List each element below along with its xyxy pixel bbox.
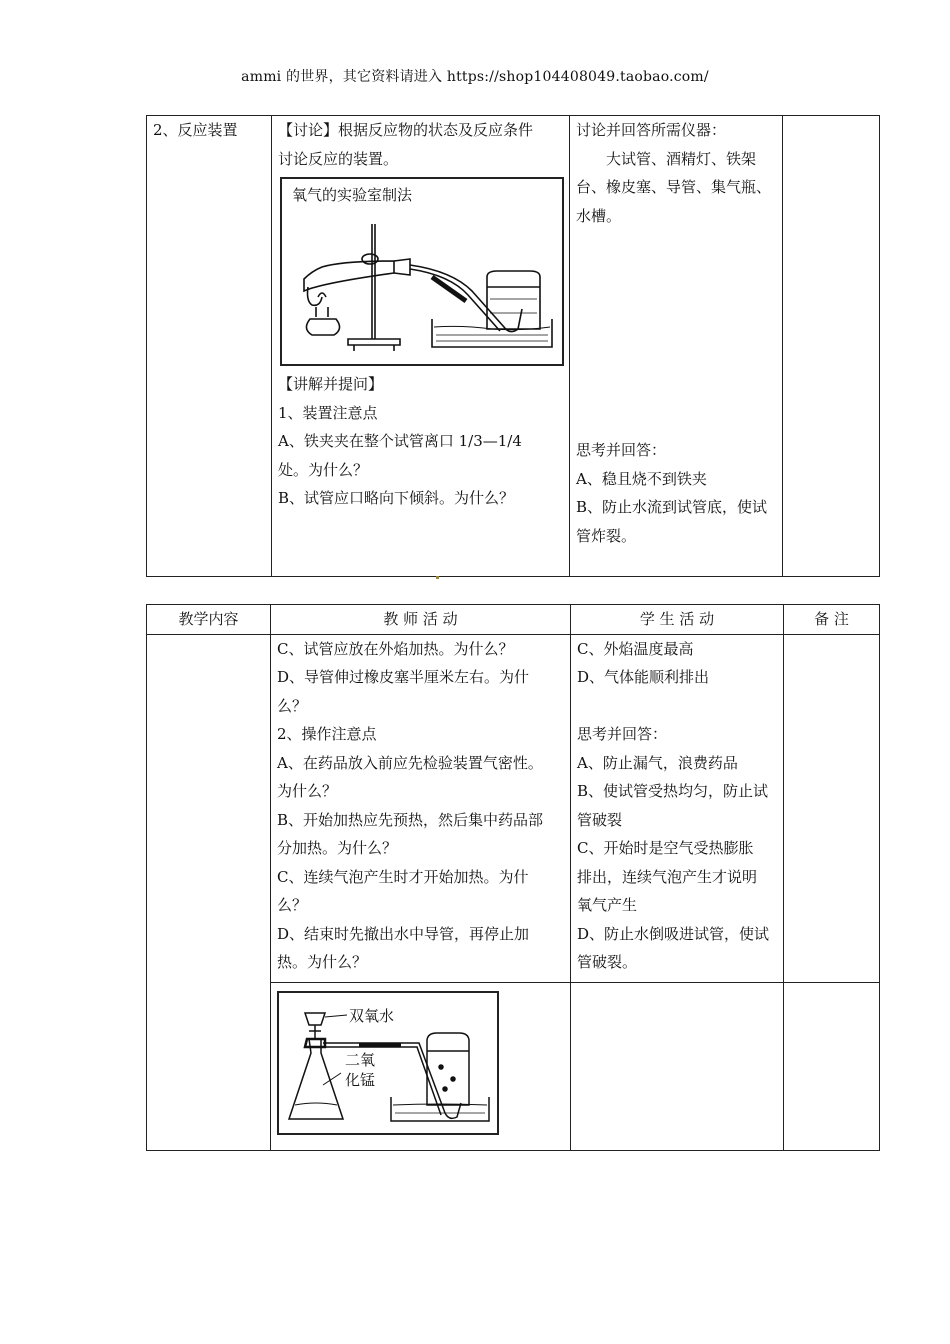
student-line: 管破裂。 — [577, 953, 638, 971]
teacher-line: 讨论反应的装置。 — [278, 149, 399, 168]
teacher-line: 么？ — [277, 896, 308, 914]
label-manganese-dioxide-1: 二氧 — [345, 1051, 376, 1069]
student-line: 排出，连续气泡产生才说明 — [577, 867, 758, 886]
student-line: 大试管、酒精灯、铁架 — [606, 149, 757, 168]
teacher-line: 么？ — [277, 696, 308, 715]
student-line: B、使试管受热均匀，防止试 — [577, 782, 769, 800]
student-activity-cell — [571, 634, 784, 982]
student-line: C、外焰温度最高 — [577, 639, 694, 658]
figure-caption: 氧气的实验室制法 — [292, 186, 413, 204]
student-line: 管炸裂。 — [576, 526, 637, 545]
student-line: D、气体能顺利排出 — [577, 668, 710, 686]
student-line: 管破裂 — [577, 810, 623, 829]
header-content: 教学内容 — [147, 605, 271, 635]
student-line: 台、橡皮塞、导管、集气瓶、 — [576, 178, 772, 196]
teacher-line: A、在药品放入前应先检验装置气密性。 — [277, 753, 543, 772]
student-line: A、稳且烧不到铁夹 — [576, 469, 707, 488]
student-line: B、防止水流到试管底，使试 — [576, 498, 768, 516]
flask-apparatus-drawing — [279, 993, 497, 1133]
student-line: 氧气产生 — [577, 896, 638, 914]
student-line: C、开始时是空气受热膨胀 — [577, 839, 754, 857]
teacher-line: 为什么？ — [277, 782, 338, 800]
note-cell — [783, 116, 880, 577]
lesson-table-2 — [146, 604, 880, 1151]
content-cell — [147, 116, 272, 577]
student-line: 讨论并回答所需仪器： — [576, 121, 727, 139]
teacher-line: 【讨论】根据反应物的状态及反应条件 — [278, 121, 534, 139]
student-activity-cell-empty — [571, 982, 784, 1150]
oxygen-lab-apparatus-figure — [280, 177, 564, 366]
student-line: A、防止漏气，浪费药品 — [577, 753, 738, 772]
teacher-line: 1、装置注意点 — [278, 403, 378, 422]
header-note: 备 注 — [784, 605, 880, 635]
content-label: 2、反应装置 — [153, 121, 238, 139]
note-cell-empty — [784, 982, 880, 1150]
note-cell — [784, 634, 880, 982]
teacher-line: B、试管应口略向下倾斜。为什么？ — [278, 489, 515, 507]
teacher-figure-cell — [271, 982, 571, 1150]
header-teacher: 教 师 活 动 — [271, 605, 571, 635]
content-cell — [147, 634, 271, 1150]
page-header: ammi 的世界，其它资料请进入 https://shop104408049.taobao.com/ — [241, 69, 709, 85]
teacher-line: 热。为什么？ — [277, 953, 368, 971]
teacher-line: 分加热。为什么？ — [277, 839, 398, 857]
heating-apparatus-drawing — [282, 179, 562, 364]
student-line: 水槽。 — [576, 206, 622, 225]
teacher-line: A、铁夹夹在整个试管离口 1/3—1/4 — [278, 432, 522, 450]
header-student: 学 生 活 动 — [571, 605, 784, 635]
teacher-line: 处。为什么？ — [278, 460, 369, 479]
teacher-line: C、连续气泡产生时才开始加热。为什 — [277, 867, 529, 886]
student-line: 思考并回答： — [577, 725, 668, 743]
teacher-activity-cell — [272, 116, 570, 577]
teacher-activity-cell — [271, 634, 571, 982]
student-line: 思考并回答： — [576, 441, 667, 459]
stray-mark — [436, 576, 439, 579]
teacher-line: D、结束时先撤出水中导管，再停止加 — [277, 924, 530, 943]
hydrogen-peroxide-apparatus-figure — [277, 991, 499, 1135]
student-line: D、防止水倒吸进试管，使试 — [577, 924, 770, 943]
teacher-line: 【讲解并提问】 — [278, 375, 384, 393]
label-hydrogen-peroxide: 双氧水 — [349, 1007, 395, 1025]
label-manganese-dioxide-2: 化锰 — [345, 1071, 376, 1089]
teacher-line: 2、操作注意点 — [277, 725, 377, 743]
student-activity-cell — [570, 116, 783, 577]
teacher-line: C、试管应放在外焰加热。为什么？ — [277, 639, 514, 658]
teacher-line: B、开始加热应先预热，然后集中药品部 — [277, 810, 544, 829]
teacher-line: D、导管伸过橡皮塞半厘米左右。为什 — [277, 668, 530, 686]
lesson-table-1 — [146, 115, 880, 577]
